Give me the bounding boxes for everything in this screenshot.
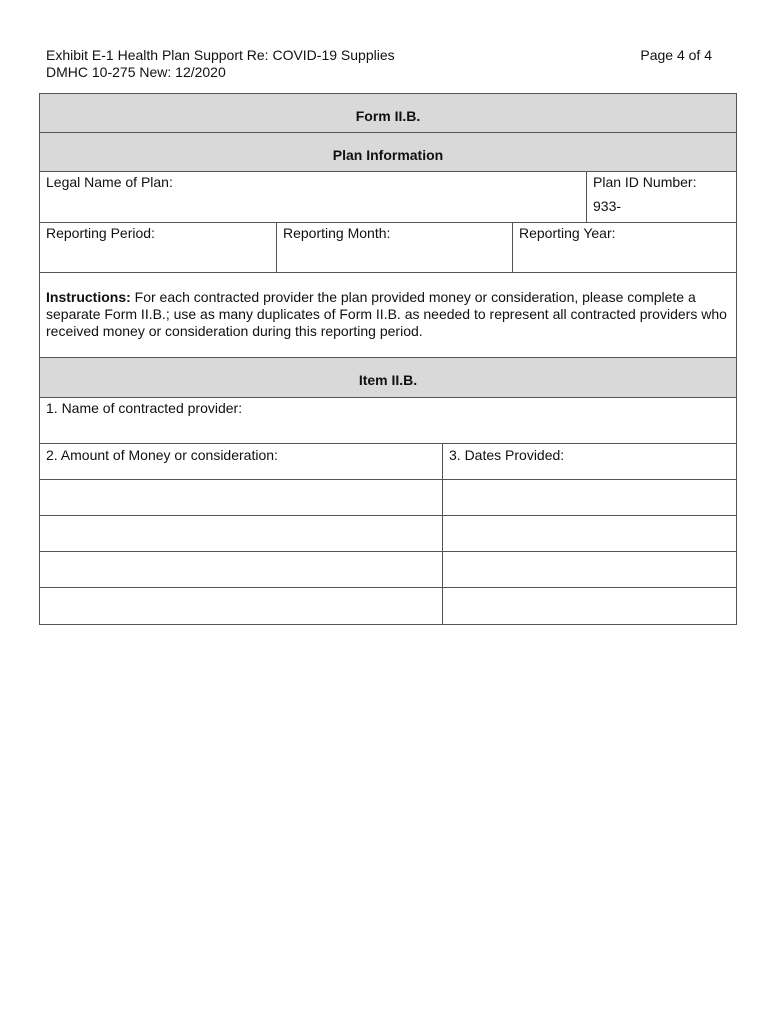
- reporting-period-label: Reporting Period:: [46, 225, 155, 241]
- amount-header-row: [40, 444, 736, 480]
- document-header: [46, 47, 712, 81]
- dates-input-cell[interactable]: [442, 480, 736, 515]
- amount-input-cell[interactable]: [40, 516, 442, 551]
- dates-input-cell[interactable]: [442, 588, 736, 624]
- plan-id-value: 933-: [593, 198, 622, 214]
- legal-name-label: Legal Name of Plan:: [46, 174, 173, 190]
- amount-input-cell[interactable]: [40, 480, 442, 515]
- dates-input-cell[interactable]: [442, 516, 736, 551]
- form-number: DMHC 10-275 New: 12/2020: [46, 64, 226, 80]
- amount-label: 2. Amount of Money or consideration:: [46, 447, 278, 463]
- amount-header: [40, 444, 442, 479]
- reporting-row: [40, 223, 736, 273]
- reporting-year-field[interactable]: [512, 223, 736, 272]
- plan-id-label: Plan ID Number:: [593, 174, 697, 190]
- plan-name-row: [40, 172, 736, 223]
- plan-id-field[interactable]: [586, 172, 736, 222]
- dates-header: [442, 444, 736, 479]
- instructions-text: For each contracted provider the plan provided money or consideration, please complete a separate Form II.B.; use as many duplicates of Form II.B. as needed to represent all contracted providers who received money or consideration during this reporting period.: [46, 289, 727, 339]
- dates-label: 3. Dates Provided:: [449, 447, 565, 463]
- table-row: [40, 588, 736, 624]
- dates-input-cell[interactable]: [442, 552, 736, 587]
- plan-info-title: Plan Information: [40, 133, 736, 172]
- item-title: Item II.B.: [40, 358, 736, 398]
- exhibit-title: Exhibit E-1 Health Plan Support Re: COVID-19 Supplies: [46, 47, 395, 63]
- instructions: [40, 273, 736, 358]
- page-number: Page 4 of 4: [640, 47, 712, 63]
- table-row: [40, 552, 736, 588]
- provider-name-field[interactable]: [40, 398, 736, 443]
- provider-row: [40, 398, 736, 444]
- form-table: [39, 93, 737, 625]
- form-title: Form II.B.: [40, 94, 736, 133]
- provider-name-label: 1. Name of contracted provider:: [46, 400, 243, 416]
- amount-input-cell[interactable]: [40, 552, 442, 587]
- reporting-month-label: Reporting Month:: [283, 225, 391, 241]
- amount-input-cell[interactable]: [40, 588, 442, 624]
- reporting-month-field[interactable]: [276, 223, 512, 272]
- legal-name-field[interactable]: [40, 172, 586, 222]
- instructions-lead: Instructions:: [46, 289, 131, 305]
- table-row: [40, 516, 736, 552]
- reporting-year-label: Reporting Year:: [519, 225, 616, 241]
- table-row: [40, 480, 736, 516]
- reporting-period-field[interactable]: [40, 223, 276, 272]
